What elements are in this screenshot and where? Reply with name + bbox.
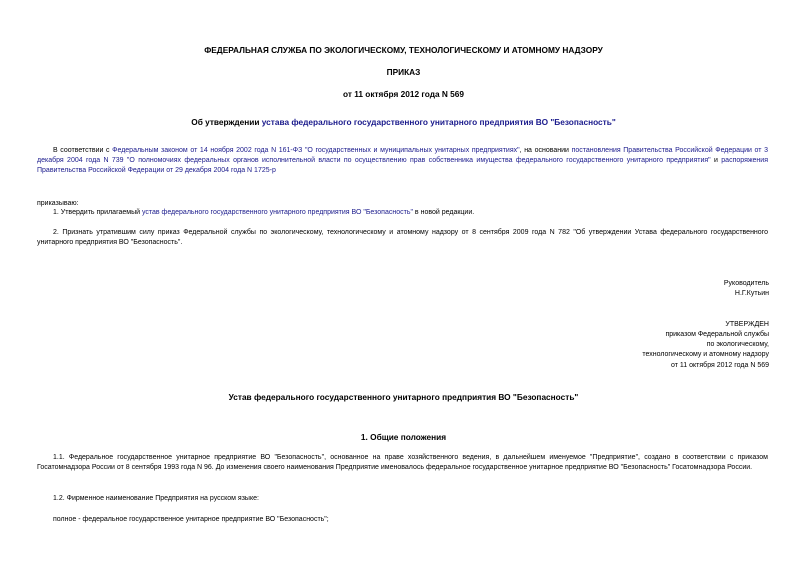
- full-name-line: полное - федеральное государственное унитарное предприятие ВО "Безопасность";: [53, 516, 329, 523]
- order-item-1: [53, 208, 768, 218]
- preamble-text-2: , на основании: [519, 147, 572, 154]
- order-item-1-suffix: в новой редакции.: [412, 209, 475, 216]
- charter-link[interactable]: устав федерального государственного унитарного предприятия ВО "Безопасность": [141, 209, 413, 216]
- approval-stamp-title: УТВЕРЖДЕН: [725, 321, 769, 328]
- order-item-2: 2. Признать утратившим силу приказ Федеральной службы по экологическому, технологическому и атомному надзору от 8 сентября 2009 года N 782 "Об утверждении Устава федерального государственного унитарного предприятия ВО "Безопасность".: [37, 229, 768, 246]
- signature-name: Н.Г.Кутьин: [734, 290, 769, 297]
- paragraph-1-1: 1.1. Федеральное государственное унитарное предприятие ВО "Безопасность", основанное на праве хозяйственного ведения, в дальнейшем именуемое "Предприятие", создано в соответствии с приказом Госатомнадзора России от 8 сентября 1993 года N 96. До изменения своего наименования Предприятие именовалось федеральное государственное унитарное предприятие ВО "Безопасность" Госатомнадзора России.: [37, 454, 768, 471]
- order-item-1-prefix: 1. Утвердить прилагаемый: [53, 209, 142, 216]
- charter-title: Устав федерального государственного унитарного предприятия ВО "Безопасность": [228, 392, 579, 402]
- preamble-paragraph: [37, 146, 768, 176]
- section-1-title: 1. Общие положения: [360, 432, 447, 442]
- approval-line-5: от 11 октября 2012 года N 569: [671, 362, 769, 369]
- preamble-text-3: и: [710, 157, 722, 164]
- approval-line-3: по экологическому,: [706, 341, 769, 348]
- federal-law-link[interactable]: Федеральным законом от 14 ноября 2002 года N 161-ФЗ "О государственных и муниципальных унитарных предприятиях": [112, 147, 520, 154]
- preamble-text-1: В соответствии с: [53, 147, 113, 154]
- signature-role: Руководитель: [723, 280, 769, 287]
- approval-line-4: технологическому и атомному надзору: [642, 351, 769, 358]
- approval-line-2: приказом Федеральной службы: [665, 331, 769, 338]
- order-subject-prefix: Об утверждении: [191, 117, 262, 127]
- order-subject: [0, 117, 807, 127]
- government-order-link[interactable]: распоряжения Правительства Российской Федерации от 29 декабря 2004 года N 1725-р: [37, 157, 768, 174]
- paragraph-1-2: 1.2. Фирменное наименование Предприятия на русском языке:: [53, 495, 259, 502]
- order-subject-link[interactable]: устава федерального государственного унитарного предприятия ВО "Безопасность": [261, 117, 616, 127]
- doc-type: ПРИКАЗ: [386, 67, 421, 77]
- government-resolution-link[interactable]: постановления Правительства Российской Федерации от 3 декабря 2004 года N 739 "О полномочиях федеральных органов исполнительной власти по осуществлению прав собственника имущества федерального государственного унитарного предприятия": [37, 147, 768, 164]
- order-lead: приказываю:: [37, 200, 79, 207]
- agency-title: ФЕДЕРАЛЬНАЯ СЛУЖБА ПО ЭКОЛОГИЧЕСКОМУ, ТЕХНОЛОГИЧЕСКОМУ И АТОМНОМУ НАДЗОРУ: [204, 45, 603, 55]
- order-date-number: от 11 октября 2012 года N 569: [342, 89, 465, 99]
